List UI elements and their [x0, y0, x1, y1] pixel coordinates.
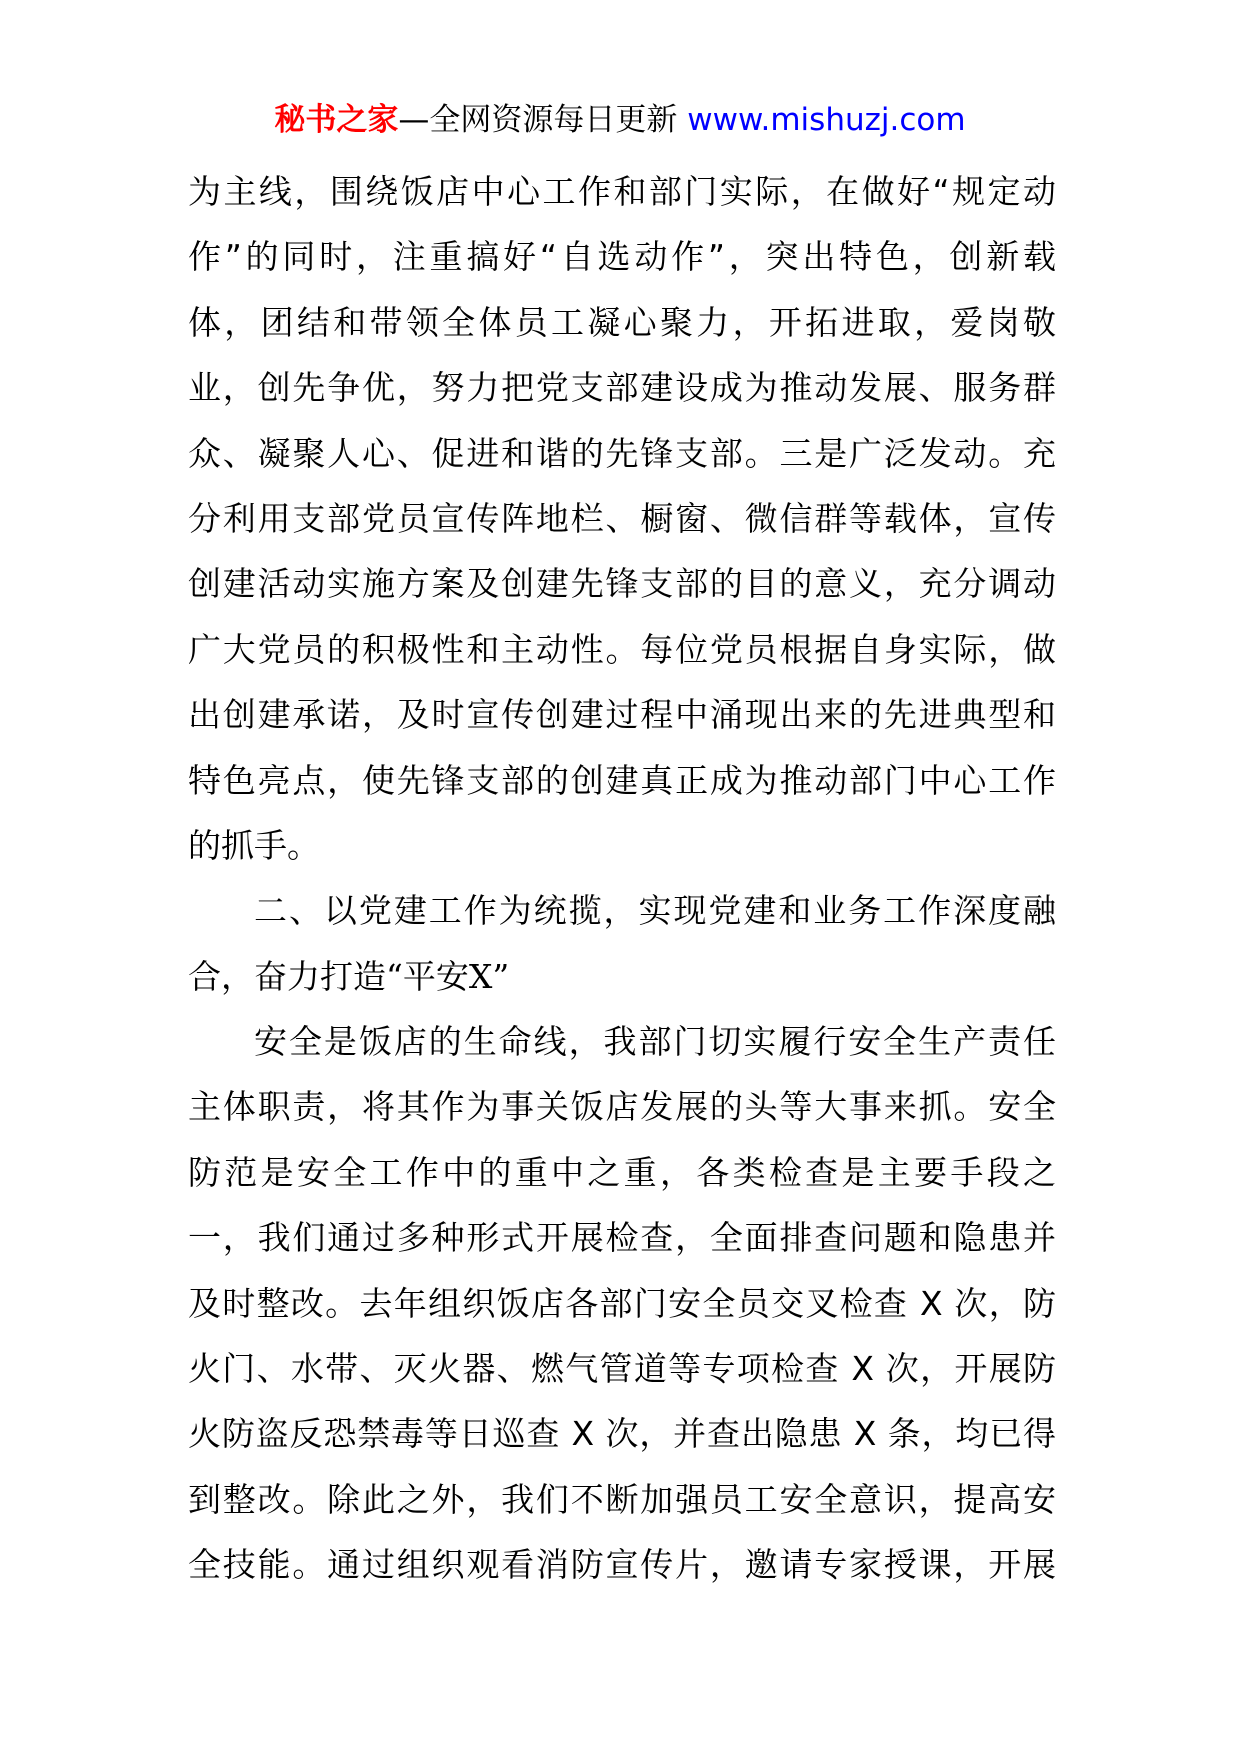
brand-name: 秘书之家: [274, 102, 399, 138]
paragraph-line: 防范是安全工作中的重中之重，各类检查是主要手段之: [188, 1152, 1056, 1192]
site-url-link[interactable]: www.mishuzj.com: [687, 102, 966, 138]
paragraph-line: 分利用支部党员宣传阵地栏、橱窗、微信群等载体，宣传: [188, 498, 1056, 538]
paragraph-line: 为主线，围绕饭店中心工作和部门实际，在做好“规定动: [188, 172, 1056, 211]
paragraph-line: 业，创先争优，努力把党支部建设成为推动发展、服务群: [188, 368, 1056, 408]
paragraph-line: 主体职责，将其作为事关饭店发展的头等大事来抓。安全: [188, 1087, 1056, 1127]
paragraph-line: 出创建承诺，及时宣传创建过程中涌现出来的先进典型和: [188, 695, 1056, 735]
paragraph-line: 及时整改。去年组织饭店各部门安全员交叉检查 X 次，防: [188, 1283, 1056, 1323]
paragraph-line: 火门、水带、灭火器、燃气管道等专项检查 X 次，开展防: [188, 1349, 1056, 1389]
section-heading-line: 二、以党建工作为统揽，实现党建和业务工作深度融: [254, 891, 1056, 931]
paragraph-line: 到整改。除此之外，我们不断加强员工安全意识，提高安: [188, 1479, 1056, 1519]
paragraph-line: 众、凝聚人心、促进和谐的先锋支部。三是广泛发动。充: [188, 433, 1056, 473]
paragraph-line: 作”的同时，注重搞好“自选动作”，突出特色，创新载: [188, 237, 1056, 277]
site-header: [0, 100, 1240, 140]
header-tagline: —全网资源每日更新: [398, 102, 678, 138]
paragraph-line: 特色亮点，使先锋支部的创建真正成为推动部门中心工作: [188, 760, 1056, 800]
document-body: [188, 159, 1056, 1598]
paragraph-line: 安全是饭店的生命线，我部门切实履行安全生产责任: [254, 1022, 1056, 1062]
paragraph-line: 创建活动实施方案及创建先锋支部的目的意义，充分调动: [188, 564, 1056, 604]
paragraph-line: 火防盗反恐禁毒等日巡查 X 次，并查出隐患 X 条，均已得: [188, 1414, 1056, 1454]
paragraph-line: 一，我们通过多种形式开展检查，全面排查问题和隐患并: [188, 1218, 1056, 1258]
paragraph-line: 的抓手。: [188, 825, 320, 865]
paragraph-line: 体，团结和带领全体员工凝心聚力，开拓进取，爱岗敬: [188, 302, 1056, 342]
section-heading-line: 合，奋力打造“平安X”: [188, 956, 510, 996]
paragraph-line: 广大党员的积极性和主动性。每位党员根据自身实际，做: [188, 629, 1056, 669]
paragraph-line: 全技能。通过组织观看消防宣传片，邀请专家授课，开展: [188, 1545, 1056, 1585]
